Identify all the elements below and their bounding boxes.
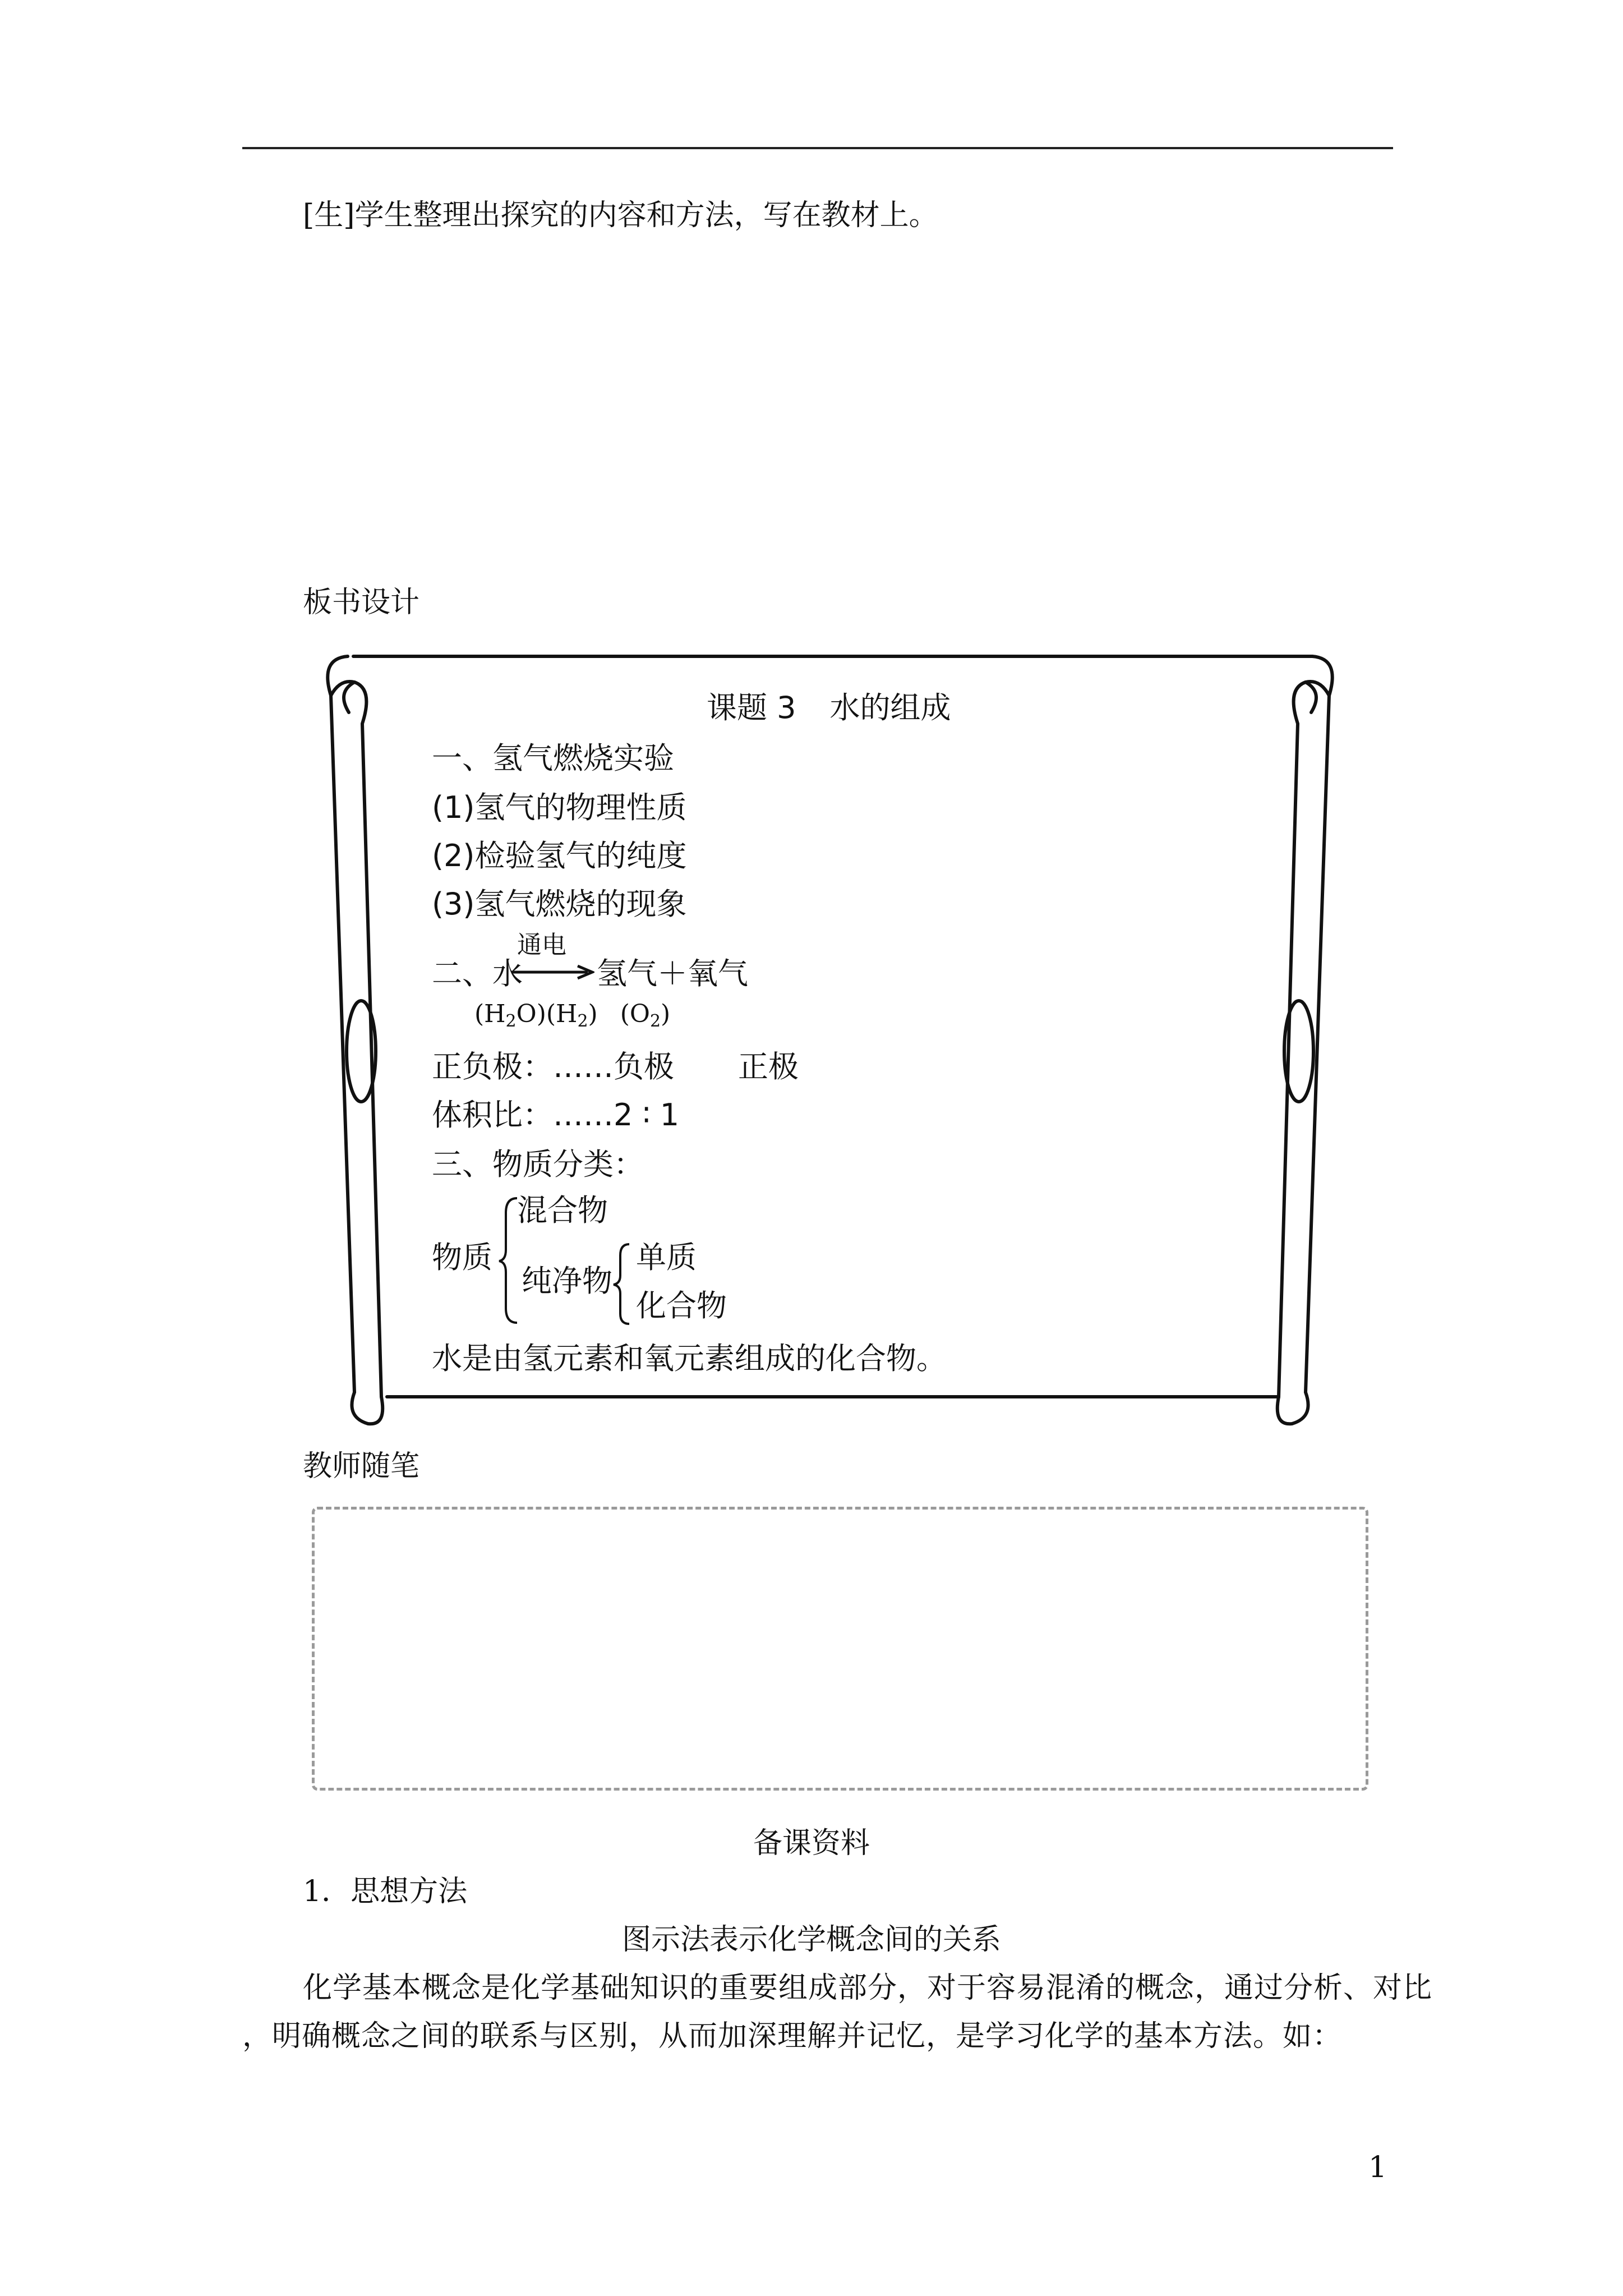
section-hydrogen-combustion: 一、氢气燃烧实验 [432,740,674,776]
class-element: 单质 [636,1240,697,1275]
method-heading: 1．思想方法 [303,1875,468,1908]
arrow-label: 通电 [517,931,566,959]
header-rule [242,147,1393,149]
board-design-heading: 板书设计 [303,586,420,619]
notes-box [312,1507,1368,1791]
method-subtitle: 图示法表示化学概念间的关系 [621,1923,1001,1957]
formula-oxygen: $(O_2)$ [620,1000,671,1031]
class-pure: 纯净物 [522,1263,612,1299]
item-physical-properties: (1)氢气的物理性质 [432,790,687,825]
reaction-arrow-icon [510,964,594,981]
equation-reactant: 二、水 [432,956,523,991]
item-combustion-phenomena: (3)氢气燃烧的现象 [432,886,687,922]
class-root: 物质 [432,1240,492,1275]
board-title [707,690,951,726]
teacher-notes-heading: 教师随笔 [303,1450,420,1483]
volume-ratio: 体积比：……2 ∶ 1 [432,1097,680,1133]
section-classification: 三、物质分类： [432,1147,644,1182]
chemical-formulas [474,999,670,1037]
formula-hydrogen: $(H_2)$ [546,1000,598,1031]
item-purity-test: (2)检验氢气的纯度 [432,838,687,873]
electrode-label: 正负极：……负极 [432,1049,674,1084]
brace-small-icon [612,1242,631,1326]
paragraph-line-2: ，明确概念之间的联系与区别，从而加深理解并记忆，是学习化学的基本方法。如： [242,2019,1343,2053]
class-compound: 化合物 [636,1288,727,1323]
brace-icon [498,1196,520,1325]
board-title-prefix: 课题 3 [707,690,796,725]
page-number: 1 [1368,2151,1387,2184]
board-title-main: 水的组成 [829,690,951,725]
formula-water: $(H_2O)$ [474,1000,546,1031]
resources-heading: 备课资料 [753,1826,870,1860]
class-mixture: 混合物 [517,1193,608,1228]
paragraph-line-1: 化学基本概念是化学基础知识的重要组成部分，对于容易混淆的概念，通过分析、对比 [303,1971,1433,2005]
conclusion: 水是由氢元素和氧元素组成的化合物。 [432,1341,947,1376]
intro-text: [生]学生整理出探究的内容和方法，写在教材上。 [303,199,938,232]
equation-products: 氢气＋氧气 [597,956,748,991]
electrode-positive: 正极 [738,1049,799,1084]
